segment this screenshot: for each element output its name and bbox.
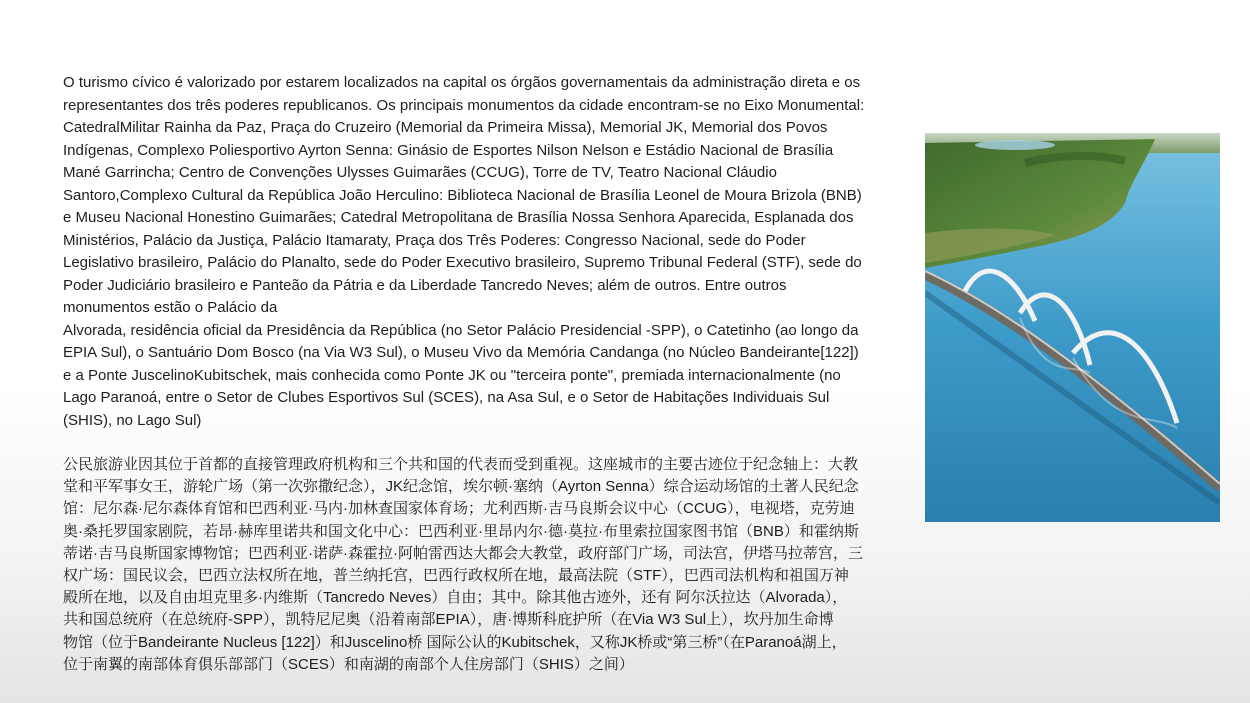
paragraph-line: e Museu Nacional Honestino Guimarães; Catedral Metropolitana de Brasília Nossa Senhora Aparecida, Esplanada dos xyxy=(63,209,854,226)
paragraph-line: 共和国总统府（在总统府-SPP），凯特尼尼奥（沿着南部EPIA），唐·博斯科庇护所（在Via W3 Sul上），坎丹加生命博 xyxy=(63,611,834,629)
portuguese-paragraph xyxy=(63,72,901,432)
paragraph-line: representantes dos três poderes republicanos. Os principais monumentos da cidade encontram-se no Eixo Monumental: xyxy=(63,96,865,114)
paragraph-line: Legislativo brasileiro, Palácio do Planalto, sede do Poder Executivo brasileiro, Supremo Tribunal Federal (STF), sede do xyxy=(63,254,862,271)
paragraph-line: (SHIS), no Lago Sul) xyxy=(63,411,202,429)
paragraph-line: 堂和平军事女王，游轮广场（第一次弥撒纪念），JK纪念馆，埃尔顿·塞纳（Ayrton Senna）综合运动场馆的土著人民纪念 xyxy=(63,478,859,496)
paragraph-line: 权广场：国民议会，巴西立法权所在地，普兰纳托宫，巴西行政权所在地，最高法院（STF），巴西司法机构和祖国万神 xyxy=(63,567,849,585)
paragraph-line: e a Ponte JuscelinoKubitschek, mais conhecida como Ponte JK ou "terceira ponte", premiada internacionalmente (no xyxy=(63,366,841,384)
paragraph-line: Ministérios, Palácio da Justiça, Palácio Itamaraty, Praça dos Três Poderes: Congresso Nacional, sede do Poder xyxy=(63,231,806,249)
chinese-paragraph xyxy=(63,454,903,676)
paragraph-line: EPIA Sul), o Santuário Dom Bosco (na Via W3 Sul), o Museu Vivo da Memória Candanga (no Núcleo Bandeirante[122]) xyxy=(63,344,859,361)
paragraph-line: Indígenas, Complexo Poliesportivo Ayrton Senna: Ginásio de Esportes Nilson Nelson e Estádio Nacional de Brasília xyxy=(63,141,834,159)
paragraph-line: 公民旅游业因其位于首都的直接管理政府机构和三个共和国的代表而受到重视。这座城市的主要古迹位于纪念轴上：大教 xyxy=(63,456,859,473)
paragraph-line: 殿所在地，以及自由坦克里多·内维斯（Tancredo Neves）自由；其中。除其他古迹外，还有 阿尔沃拉达（Alvorada）， xyxy=(63,589,848,607)
paragraph-line: 物馆（位于Bandeirante Nucleus [122]）和Juscelino桥 国际公认的Kubitschek，又称JK桥或“第三桥”（在Paranoá湖上， xyxy=(63,633,847,651)
bridge-illustration xyxy=(925,133,1220,522)
paragraph-line: Lago Paranoá, entre o Setor de Clubes Esportivos Sul (SCES), na Asa Sul, e o Setor de Habitações Individuais Sul xyxy=(63,389,830,406)
bridge-photo xyxy=(925,133,1220,522)
paragraph-line: 位于南翼的南部体育俱乐部部门（SCES）和南湖的南部个人住房部门（SHIS）之间） xyxy=(63,655,634,673)
paragraph-line: monumentos estão o Palácio da xyxy=(63,299,278,316)
paragraph-line: O turismo cívico é valorizado por estarem localizados na capital os órgãos governamentais da administração direta e os xyxy=(63,74,861,91)
paragraph-line: Santoro,Complexo Cultural da República João Herculino: Biblioteca Nacional de Brasília Leonel de Moura Brizola (BNB) xyxy=(63,186,862,204)
paragraph-line: CatedralMilitar Rainha da Paz, Praça do Cruzeiro (Memorial da Primeira Missa), Memorial JK, Memorial dos Povos xyxy=(63,119,828,136)
paragraph-line: 奥·桑托罗国家剧院，若昂·赫库里诺共和国文化中心：巴西利亚·里昂内尔·德·莫拉·布里索拉国家图书馆（BNB）和霍纳斯 xyxy=(63,522,859,540)
paragraph-line: Mané Garrincha; Centro de Convenções Ulysses Guimarães (CCUG), Torre de TV, Teatro Nacional Cláudio xyxy=(63,164,777,181)
paragraph-line: 馆：尼尔森·尼尔森体育馆和巴西利亚·马内·加林查国家体育场；尤利西斯·吉马良斯会议中心（CCUG），电视塔，克劳迪 xyxy=(63,500,855,518)
paragraph-line: 蒂诺·吉马良斯国家博物馆；巴西利亚·诺萨·森霍拉·阿帕雷西达大都会大教堂，政府部门广场，司法宫，伊塔马拉蒂宫，三 xyxy=(63,544,863,562)
text-block xyxy=(63,72,901,673)
paragraph-line: Alvorada, residência oficial da Presidência da República (no Setor Palácio Presidencial -SPP), o Catetinho (ao longo da xyxy=(63,321,859,339)
paragraph-line: Poder Judiciário brasileiro e Panteão da Pátria e da Liberdade Tancredo Neves; além de outros. Entre outros xyxy=(63,276,787,294)
